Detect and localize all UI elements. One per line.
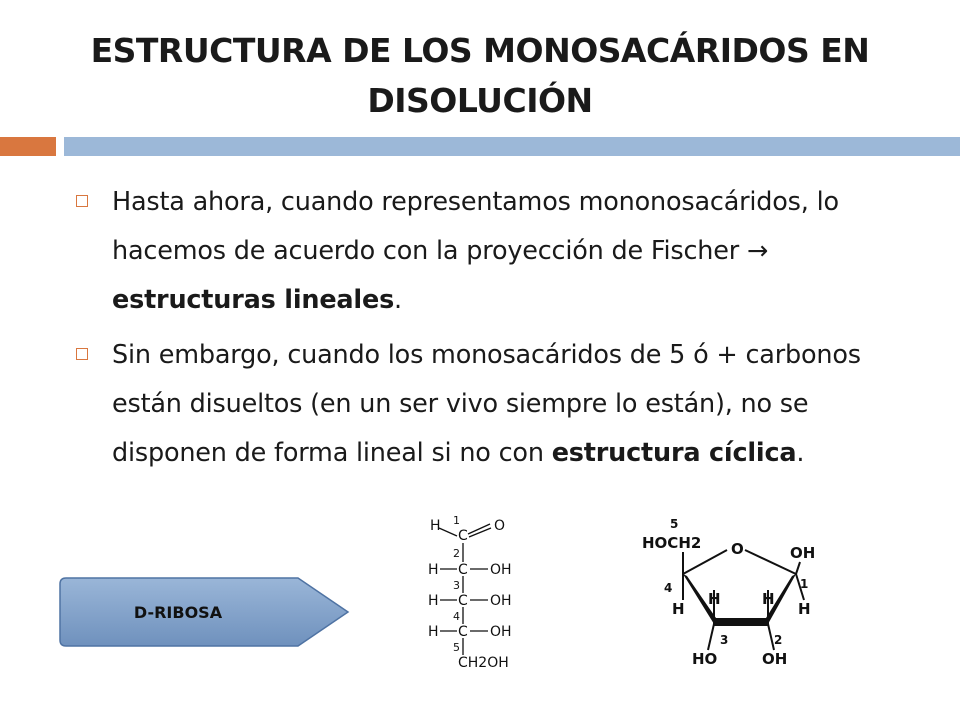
- fischer-number: 1: [453, 514, 460, 527]
- fischer-number: 2: [453, 547, 460, 560]
- bullet-list: [76, 178, 916, 484]
- fischer-h: H: [428, 562, 439, 578]
- haworth-hoch2: HOCH2: [642, 534, 702, 552]
- bullet-item: [76, 178, 916, 325]
- haworth-number: 4: [664, 581, 673, 595]
- fischer-projection-diagram: [420, 512, 540, 672]
- fischer-c4: C: [458, 624, 468, 640]
- fischer-c1: C: [458, 528, 468, 544]
- header-band: [64, 137, 960, 156]
- bullet-text: Hasta ahora, cuando representamos mononosacáridos, lo hacemos de acuerdo con la proyección de Fischer: [112, 187, 839, 266]
- fischer-o: O: [494, 518, 506, 534]
- fischer-top-h: H: [430, 518, 441, 534]
- haworth-oh-2: OH: [762, 650, 788, 668]
- accent-bar: [0, 137, 56, 156]
- bullet-item: [76, 331, 916, 478]
- haworth-h-c2: H: [762, 590, 775, 608]
- haworth-h-c1: H: [798, 600, 811, 618]
- title-line-1: ESTRUCTURA DE LOS MONOSACÁRIDOS EN: [90, 31, 870, 70]
- fischer-oh: OH: [490, 624, 512, 640]
- fischer-c2: C: [458, 562, 468, 578]
- haworth-ring-o: O: [731, 540, 744, 558]
- slide-title: [40, 26, 920, 126]
- haworth-oh-1: OH: [790, 544, 816, 562]
- fischer-bottom: CH2OH: [458, 655, 509, 671]
- fischer-number: 3: [453, 579, 460, 592]
- bold-term: estructura cíclica: [551, 438, 797, 468]
- fischer-h: H: [428, 593, 439, 609]
- haworth-number: 5: [670, 517, 679, 531]
- bold-term: estructuras lineales: [112, 285, 395, 315]
- fischer-number: 4: [453, 610, 460, 623]
- right-arrow-icon: →: [746, 236, 769, 266]
- haworth-h-c4: H: [672, 600, 685, 618]
- haworth-ring-diagram: [628, 512, 828, 677]
- title-line-2: DISOLUCIÓN: [367, 81, 593, 120]
- fischer-c3: C: [458, 593, 468, 609]
- bullet-text: Sin embargo, cuando los monosacáridos de 5 ó + carbonos están disueltos (en un ser vivo siempre lo están), no se disponen de forma lineal si no con: [112, 340, 861, 468]
- fischer-number: 5: [453, 641, 460, 654]
- haworth-h-c3: H: [708, 590, 721, 608]
- fischer-oh: OH: [490, 562, 512, 578]
- square-bullet-icon: [76, 195, 88, 207]
- haworth-ho: HO: [692, 650, 718, 668]
- callout-label: D-RIBOSA: [133, 602, 223, 622]
- square-bullet-icon: [76, 348, 88, 360]
- period: .: [394, 285, 402, 315]
- haworth-number: 1: [800, 577, 809, 591]
- haworth-number: 3: [720, 633, 729, 647]
- fischer-oh: OH: [490, 593, 512, 609]
- fischer-h: H: [428, 624, 439, 640]
- period: .: [796, 438, 805, 468]
- haworth-number: 2: [774, 633, 783, 647]
